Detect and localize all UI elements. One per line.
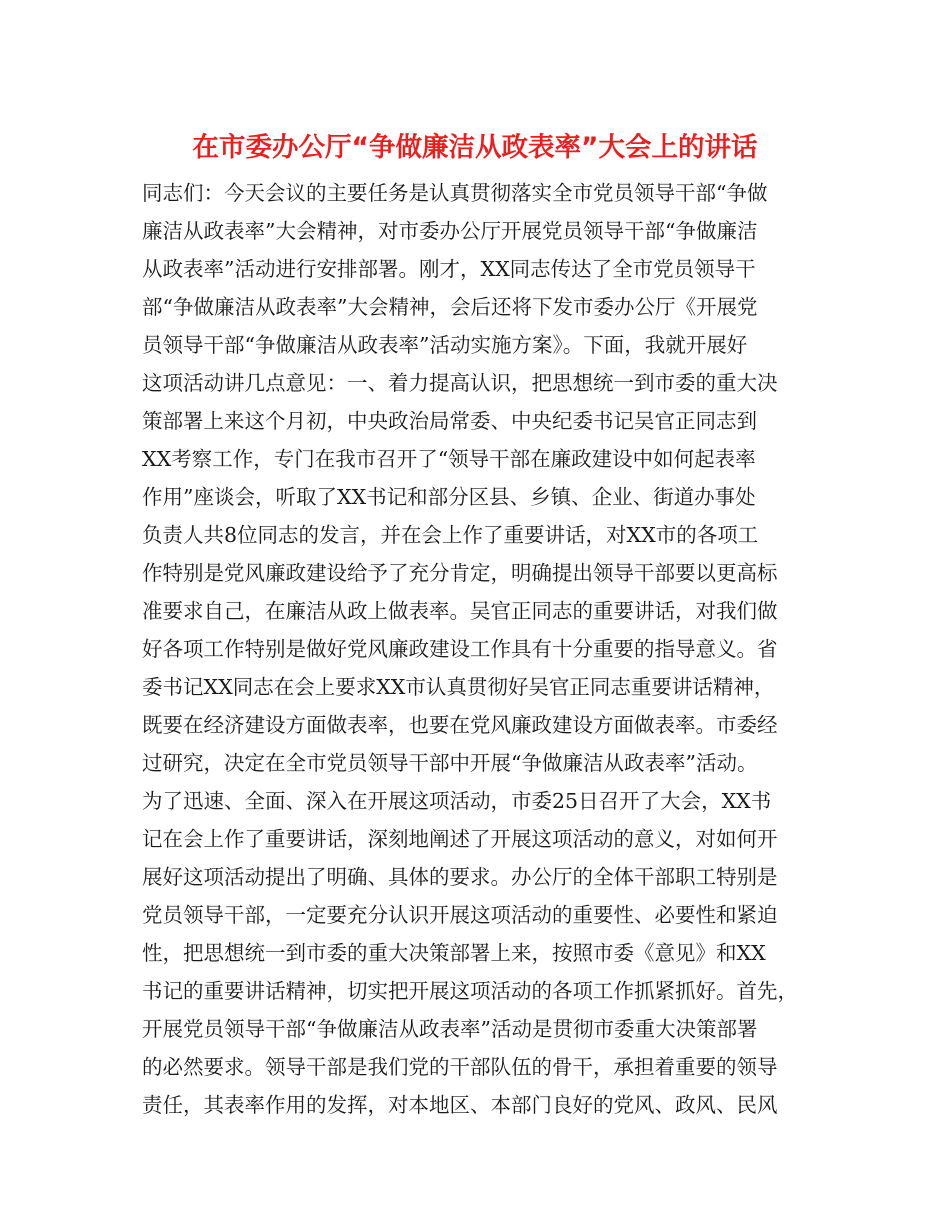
body-line: 作特别是党风廉政建设给予了充分肯定，明确提出领导干部要以更高标 xyxy=(142,561,778,585)
document-title: 在市委办公厅“争做廉洁从政表率”大会上的讲话 xyxy=(192,132,758,163)
document-body xyxy=(142,174,822,1124)
body-line: 员领导干部“争做廉洁从政表率”活动实施方案》。下面，我就开展好 xyxy=(142,333,748,357)
body-line: 部“争做廉洁从政表率”大会精神，会后还将下发市委办公厅《开展党 xyxy=(142,295,758,319)
body-line: 党员领导干部，一定要充分认识开展这项活动的重要性、必要性和紧迫 xyxy=(142,903,778,927)
body-line: 从政表率”活动进行安排部署。刚才，XX同志传达了全市党员领导干 xyxy=(142,257,756,281)
body-line: 书记的重要讲话精神，切实把开展这项活动的各项工作抓紧抓好。首先， xyxy=(142,979,798,1003)
body-line: 委书记XX同志在会上要求XX市认真贯彻好吴官正同志重要讲话精神， xyxy=(142,675,775,699)
body-line: 廉洁从政表率”大会精神，对市委办公厅开展党员领导干部“争做廉洁 xyxy=(142,219,758,243)
body-line: 过研究，决定在全市党员领导干部中开展“争做廉洁从政表率”活动。 xyxy=(142,751,758,775)
body-line: XX考察工作，专门在我市召开了“领导干部在廉政建设中如何起表率 xyxy=(142,447,756,471)
body-line: 好各项工作特别是做好党风廉政建设工作具有十分重要的指导意义。省 xyxy=(142,637,778,661)
body-line: 同志们：今天会议的主要任务是认真贯彻落实全市党员领导干部“争做 xyxy=(142,181,768,205)
body-line: 性，把思想统一到市委的重大决策部署上来，按照市委《意见》和XX xyxy=(142,941,766,965)
body-line: 作用”座谈会，听取了XX书记和部分区县、乡镇、企业、街道办事处 xyxy=(142,485,756,509)
body-line: 既要在经济建设方面做表率，也要在党风廉政建设方面做表率。市委经 xyxy=(142,713,778,737)
body-line: 准要求自己，在廉洁从政上做表率。吴官正同志的重要讲话，对我们做 xyxy=(142,599,778,623)
body-line: 记在会上作了重要讲话，深刻地阐述了开展这项活动的意义，对如何开 xyxy=(142,827,778,851)
body-line: 负责人共8位同志的发言，并在会上作了重要讲话，对XX市的各项工 xyxy=(142,523,759,547)
body-line: 这项活动讲几点意见：一、着力提高认识，把思想统一到市委的重大决 xyxy=(142,371,778,395)
body-line: 展好这项活动提出了明确、具体的要求。办公厅的全体干部职工特别是 xyxy=(142,865,778,889)
body-line: 为了迅速、全面、深入在开展这项活动，市委25日召开了大会，XX书 xyxy=(142,789,772,813)
body-line: 责任，其表率作用的发挥，对本地区、本部门良好的党风、政风、民风 xyxy=(142,1093,778,1117)
body-line: 的必然要求。领导干部是我们党的干部队伍的骨干，承担着重要的领导 xyxy=(142,1055,778,1079)
body-line: 策部署上来这个月初，中央政治局常委、中央纪委书记吴官正同志到 xyxy=(142,409,757,433)
body-line: 开展党员领导干部“争做廉洁从政表率”活动是贯彻市委重大决策部署 xyxy=(142,1017,758,1041)
